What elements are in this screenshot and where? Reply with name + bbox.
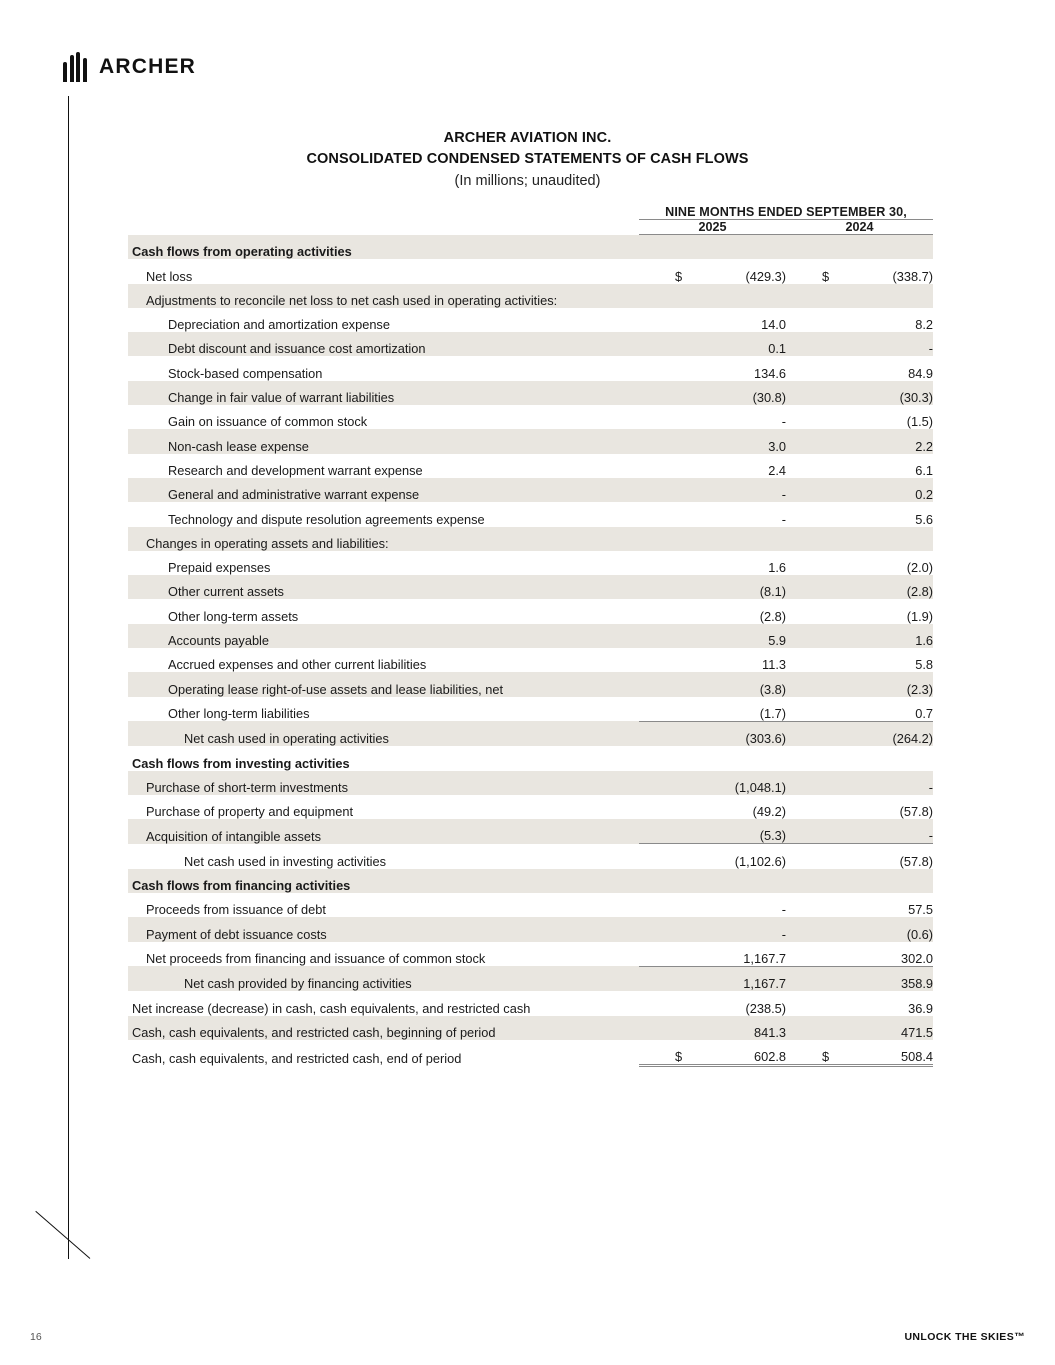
row-value-2024 <box>786 771 933 795</box>
row-value-2024 <box>786 356 933 380</box>
table-row <box>128 917 933 941</box>
value-text: (2.8) <box>759 608 786 624</box>
brand-name: ARCHER <box>99 55 197 78</box>
value-text: (1.9) <box>906 608 933 624</box>
row-value-2025 <box>639 575 786 599</box>
row-value-2024 <box>786 819 933 844</box>
row-value-2024 <box>786 308 933 332</box>
value-text: - <box>928 828 933 844</box>
value-text: - <box>781 511 786 527</box>
table-row <box>128 648 933 672</box>
table-header <box>128 205 933 235</box>
value-text: 1.6 <box>915 633 933 649</box>
value-text: 57.5 <box>908 902 933 918</box>
row-label: Non-cash lease expense <box>128 429 639 453</box>
cash-flow-table-wrapper <box>128 205 933 1067</box>
column-header-2025: 2025 <box>639 220 786 235</box>
row-value-2024 <box>786 672 933 696</box>
table-row <box>128 869 933 893</box>
row-label: Depreciation and amortization expense <box>168 317 390 333</box>
row-value-2025 <box>639 869 786 893</box>
value-text: - <box>928 779 933 795</box>
table-row <box>128 259 933 283</box>
table-row <box>128 308 933 332</box>
value-text: (1,102.6) <box>734 853 786 869</box>
row-label: Net loss <box>146 268 193 284</box>
table-row <box>128 893 933 917</box>
row-label: Net cash used in operating activities <box>128 721 639 746</box>
table-row <box>128 746 933 770</box>
row-value-2024 <box>786 454 933 478</box>
row-label: Change in fair value of warrant liabilities <box>128 381 639 405</box>
value-text: 302.0 <box>900 950 933 966</box>
row-label: Stock-based compensation <box>168 365 323 381</box>
row-label: General and administrative warrant expense <box>128 478 639 502</box>
row-value-2024 <box>786 1040 933 1066</box>
row-value-2024 <box>786 502 933 526</box>
row-label: Changes in operating assets and liabilities: <box>128 527 639 551</box>
row-value-2024 <box>786 1016 933 1040</box>
value-text: (30.8) <box>752 390 786 406</box>
value-text: (2.3) <box>906 681 933 697</box>
row-label: Gain on issuance of common stock <box>168 414 368 430</box>
row-value-2025 <box>639 551 786 575</box>
cash-flow-table <box>128 205 933 1067</box>
row-label: Research and development warrant expense <box>168 462 423 478</box>
value-text: 14.0 <box>761 317 786 333</box>
row-value-2025 <box>639 381 786 405</box>
row-value-2025 <box>639 648 786 672</box>
row-value-2025 <box>639 478 786 502</box>
row-value-2025 <box>639 672 786 696</box>
value-text: (1.5) <box>906 414 933 430</box>
archer-chevron-logo-icon <box>62 52 88 82</box>
table-row <box>128 356 933 380</box>
value-text: (49.2) <box>752 804 786 820</box>
row-label: Purchase of property and equipment <box>146 804 354 820</box>
row-value-2025 <box>639 332 786 356</box>
value-text: (2.0) <box>906 560 933 576</box>
table-row <box>128 819 933 844</box>
row-value-2024 <box>786 991 933 1015</box>
row-value-2024 <box>786 527 933 551</box>
row-value-2024 <box>786 235 933 260</box>
page-left-rule <box>68 96 69 1259</box>
value-text: 1.6 <box>768 560 786 576</box>
row-value-2025 <box>639 624 786 648</box>
row-value-2025 <box>639 527 786 551</box>
statement-title: CONSOLIDATED CONDENSED STATEMENTS OF CASH FLOWS <box>306 151 749 167</box>
row-value-2025 <box>639 235 786 260</box>
row-value-2024 <box>786 697 933 722</box>
document-title-block <box>0 128 1055 193</box>
table-row <box>128 235 933 260</box>
value-text: 0.2 <box>915 487 933 503</box>
table-row <box>128 672 933 696</box>
row-label: Cash flows from financing activities <box>128 869 639 893</box>
page-number: 16 <box>30 1331 42 1343</box>
row-value-2025 <box>639 405 786 429</box>
value-text: (57.8) <box>899 804 933 820</box>
table-row <box>128 454 933 478</box>
table-row <box>128 284 933 308</box>
value-text: 8.2 <box>915 317 933 333</box>
row-label: Cash, cash equivalents, and restricted cash, end of period <box>132 1050 462 1066</box>
value-text: (57.8) <box>899 853 933 869</box>
row-label: Accrued expenses and other current liabilities <box>168 657 427 673</box>
brand-logo <box>62 52 196 82</box>
value-text: 134.6 <box>753 365 786 381</box>
value-text: (303.6) <box>745 731 786 747</box>
table-row <box>128 1040 933 1066</box>
row-label: Cash, cash equivalents, and restricted cash, beginning of period <box>128 1016 639 1040</box>
value-text: (0.6) <box>906 926 933 942</box>
row-value-2024 <box>786 381 933 405</box>
row-label: Net proceeds from financing and issuance of common stock <box>146 951 486 967</box>
value-text: 1,167.7 <box>743 976 786 992</box>
row-value-2025 <box>639 819 786 844</box>
value-text: (30.3) <box>899 390 933 406</box>
table-row <box>128 771 933 795</box>
table-row <box>128 527 933 551</box>
value-text: - <box>781 487 786 503</box>
row-label: Technology and dispute resolution agreements expense <box>168 511 485 527</box>
value-text: (1.7) <box>759 705 786 721</box>
value-text: (2.8) <box>906 584 933 600</box>
value-text: - <box>928 341 933 357</box>
table-row <box>128 551 933 575</box>
column-header-2024: 2024 <box>786 220 933 235</box>
row-value-2024 <box>786 405 933 429</box>
value-text: 2.4 <box>768 462 786 478</box>
row-value-2024 <box>786 478 933 502</box>
row-value-2024 <box>786 429 933 453</box>
row-value-2024 <box>786 284 933 308</box>
table-row <box>128 381 933 405</box>
row-value-2025 <box>639 308 786 332</box>
table-row <box>128 429 933 453</box>
row-label: Prepaid expenses <box>168 560 271 576</box>
row-value-2024 <box>786 942 933 967</box>
value-text: (3.8) <box>759 681 786 697</box>
value-text: 5.6 <box>915 511 933 527</box>
row-value-2024 <box>786 869 933 893</box>
row-value-2025 <box>639 917 786 941</box>
footer-tagline: UNLOCK THE SKIES™ <box>904 1331 1025 1343</box>
table-row <box>128 697 933 722</box>
currency-symbol: $ <box>822 1049 830 1065</box>
row-value-2025 <box>639 1040 786 1066</box>
row-value-2025 <box>639 599 786 623</box>
row-value-2025 <box>639 356 786 380</box>
table-row <box>128 966 933 991</box>
value-text: 84.9 <box>908 365 933 381</box>
table-row <box>128 478 933 502</box>
row-value-2025 <box>639 771 786 795</box>
row-label: Operating lease right-of-use assets and lease liabilities, net <box>128 672 639 696</box>
row-value-2025 <box>639 721 786 746</box>
statement-subtitle: (In millions; unaudited) <box>454 173 601 189</box>
row-value-2025 <box>639 259 786 283</box>
table-row <box>128 721 933 746</box>
value-text: (5.3) <box>759 828 786 844</box>
row-value-2024 <box>786 893 933 917</box>
row-label: Purchase of short-term investments <box>128 771 639 795</box>
row-value-2024 <box>786 795 933 819</box>
row-value-2024 <box>786 844 933 869</box>
value-text: 36.9 <box>908 1000 933 1016</box>
value-text: - <box>781 926 786 942</box>
row-value-2025 <box>639 1016 786 1040</box>
value-text: - <box>781 902 786 918</box>
value-text: (264.2) <box>892 731 933 747</box>
row-value-2025 <box>639 454 786 478</box>
value-text: (238.5) <box>745 1000 786 1016</box>
row-label: Other long-term liabilities <box>168 706 310 722</box>
row-label: Payment of debt issuance costs <box>128 917 639 941</box>
row-value-2024 <box>786 966 933 991</box>
value-text: (1,048.1) <box>734 779 786 795</box>
row-value-2024 <box>786 721 933 746</box>
currency-symbol: $ <box>822 268 830 284</box>
company-name: ARCHER AVIATION INC. <box>443 130 612 146</box>
table-row <box>128 599 933 623</box>
row-label: Net increase (decrease) in cash, cash equivalents, and restricted cash <box>132 1000 531 1016</box>
table-row <box>128 844 933 869</box>
value-text: (338.7) <box>892 268 933 284</box>
row-value-2024 <box>786 917 933 941</box>
value-text: 5.8 <box>915 657 933 673</box>
period-header: NINE MONTHS ENDED SEPTEMBER 30, <box>639 205 933 220</box>
row-value-2024 <box>786 648 933 672</box>
value-text: 358.9 <box>900 976 933 992</box>
value-text: 5.9 <box>768 633 786 649</box>
value-text: 0.7 <box>915 705 933 721</box>
currency-symbol: $ <box>675 268 683 284</box>
row-label: Net cash used in investing activities <box>184 853 387 869</box>
value-text: (8.1) <box>759 584 786 600</box>
table-row <box>128 795 933 819</box>
page-corner-diagonal <box>35 1211 90 1259</box>
value-text: 602.8 <box>753 1049 786 1065</box>
table-row <box>128 624 933 648</box>
table-row <box>128 332 933 356</box>
row-value-2025 <box>639 942 786 967</box>
value-text: 1,167.7 <box>743 950 786 966</box>
row-value-2024 <box>786 746 933 770</box>
row-label: Acquisition of intangible assets <box>128 819 639 844</box>
row-label: Other long-term assets <box>168 608 299 624</box>
row-label: Proceeds from issuance of debt <box>146 902 326 918</box>
value-text: 471.5 <box>900 1024 933 1040</box>
table-row <box>128 991 933 1015</box>
table-row <box>128 502 933 526</box>
row-label: Other current assets <box>128 575 639 599</box>
row-label: Debt discount and issuance cost amortization <box>128 332 639 356</box>
row-value-2024 <box>786 259 933 283</box>
row-value-2025 <box>639 844 786 869</box>
row-value-2025 <box>639 429 786 453</box>
row-label: Cash flows from operating activities <box>128 235 639 260</box>
value-text: 841.3 <box>753 1024 786 1040</box>
row-value-2024 <box>786 624 933 648</box>
row-value-2024 <box>786 599 933 623</box>
row-label: Cash flows from investing activities <box>132 755 350 771</box>
value-text: 2.2 <box>915 438 933 454</box>
table-row <box>128 1016 933 1040</box>
row-value-2024 <box>786 551 933 575</box>
table-body <box>128 235 933 1066</box>
value-text: - <box>781 414 786 430</box>
currency-symbol: $ <box>675 1049 683 1065</box>
value-text: (429.3) <box>745 268 786 284</box>
row-value-2024 <box>786 332 933 356</box>
value-text: 6.1 <box>915 462 933 478</box>
table-row <box>128 405 933 429</box>
row-value-2025 <box>639 746 786 770</box>
table-row <box>128 942 933 967</box>
value-text: 0.1 <box>768 341 786 357</box>
row-value-2025 <box>639 795 786 819</box>
row-value-2025 <box>639 991 786 1015</box>
row-label: Net cash provided by financing activities <box>128 966 639 991</box>
value-text: 508.4 <box>900 1049 933 1065</box>
row-value-2025 <box>639 502 786 526</box>
value-text: 3.0 <box>768 438 786 454</box>
row-label: Adjustments to reconcile net loss to net cash used in operating activities: <box>128 284 639 308</box>
row-value-2025 <box>639 966 786 991</box>
row-value-2024 <box>786 575 933 599</box>
row-value-2025 <box>639 284 786 308</box>
row-value-2025 <box>639 697 786 722</box>
table-row <box>128 575 933 599</box>
row-value-2025 <box>639 893 786 917</box>
value-text: 11.3 <box>762 657 786 673</box>
row-label: Accounts payable <box>128 624 639 648</box>
